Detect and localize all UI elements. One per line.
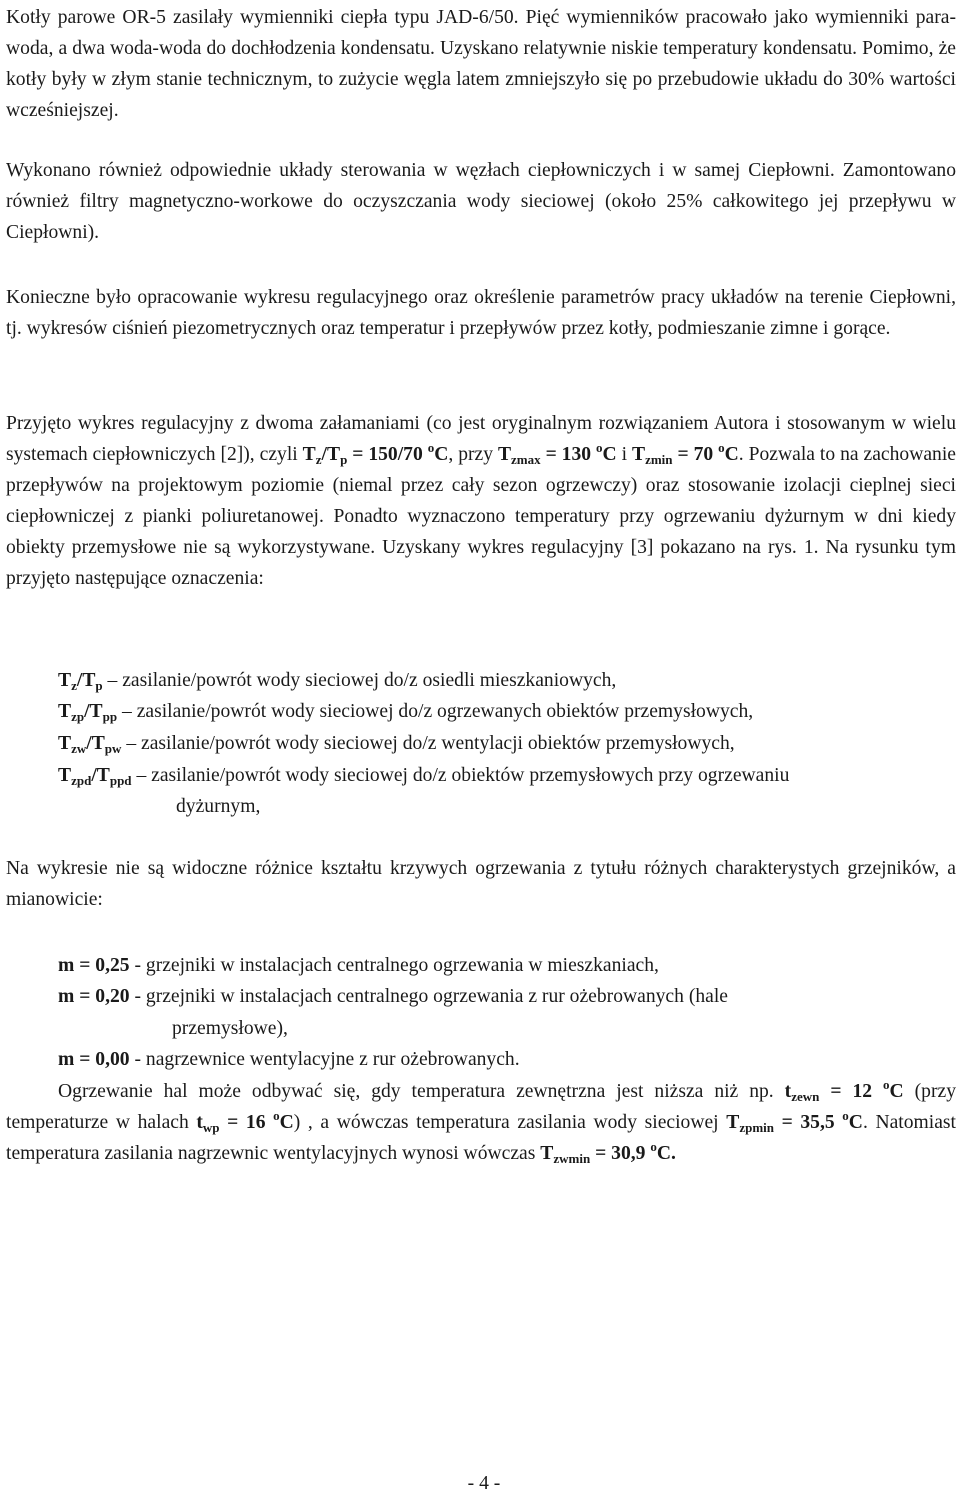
symbol: T — [632, 444, 646, 465]
symbol: T — [302, 444, 316, 465]
paragraph-hall-heating — [6, 1076, 956, 1169]
dash: – — [107, 670, 118, 691]
subscript: zmin — [645, 452, 673, 467]
text-run: Ogrzewanie hal może odbywać się, gdy temperatura zewnętrzna jest niższa niż np. — [58, 1081, 785, 1102]
subscript: zmax — [511, 452, 541, 467]
notation-item: $T_z/T_p$ – zasilanie/powrót wody sieciowej do/z osiedli mieszkaniowych, — [58, 670, 617, 693]
unit: C — [434, 444, 449, 465]
symbol: T — [58, 701, 72, 722]
m-value: m = 0,20 — [58, 986, 130, 1007]
m-text: - nagrzewnice wentylacyjne z rur ożebrowanych. — [129, 1049, 520, 1070]
unit: C — [889, 1081, 904, 1102]
subscript: zw — [71, 741, 87, 756]
m-list-item — [58, 950, 958, 981]
symbol: T — [82, 670, 96, 691]
value: = 150/70 — [347, 444, 428, 465]
subscript: pw — [104, 741, 122, 756]
symbol: t — [196, 1112, 203, 1133]
text-run: (przy temperaturze w halach — [6, 1081, 956, 1133]
m-text: - grzejniki w instalacjach centralnego ogrzewania w mieszkaniach, — [129, 955, 659, 976]
paragraph-regulation-curve — [6, 408, 956, 594]
subscript: p — [340, 452, 348, 467]
symbol: T — [58, 670, 72, 691]
unit: C — [602, 444, 617, 465]
notation-text: dyżurnym, — [176, 796, 261, 817]
subscript: zpmin — [739, 1120, 774, 1135]
symbol: T — [326, 444, 341, 465]
unit: C — [279, 1112, 294, 1133]
subscript: zpd — [71, 773, 92, 788]
symbol: T — [96, 765, 110, 786]
value: = 130 — [540, 444, 592, 465]
value: = 30,9 — [590, 1143, 651, 1164]
unit: C — [848, 1112, 863, 1133]
text-run: . Natomiast temperatura zasilania nagrzewnic wentylacyjnych wynosi wówczas — [6, 1112, 956, 1164]
dash: – — [126, 733, 137, 754]
symbol: t — [784, 1081, 792, 1102]
notation-item: $T_{zw}/T_{pw}$ – zasilanie/powrót wody sieciowej do/z wentylacji obiektów przemysłowych, — [58, 733, 735, 756]
subscript: zp — [71, 709, 85, 724]
unit: C — [656, 1143, 671, 1164]
m-text: przemysłowe), — [172, 1018, 288, 1039]
text-run: Przyjęto wykres regulacyjny z dwoma załamaniami (co jest oryginalnym rozwiązaniem Autora i stosowanym w wielu systemach ciepłowniczych [2]), czyli — [6, 413, 956, 465]
dash: – — [121, 701, 132, 722]
value: = 35,5 — [773, 1112, 843, 1133]
degree-sign: o — [650, 1139, 657, 1154]
page-number: - 4 - — [467, 1473, 501, 1494]
dash: – — [136, 765, 147, 786]
value: = 70 — [672, 444, 719, 465]
subscript: wp — [202, 1120, 220, 1135]
value: = 12 — [819, 1081, 873, 1102]
notation-text: zasilanie/powrót wody sieciowej do/z wentylacji obiektów przemysłowych, — [141, 733, 735, 754]
symbol: T — [497, 444, 512, 465]
symbol: T — [726, 1112, 740, 1133]
text-run: . Pozwala to na zachowanie przepływów na projektowym poziomie (niemal przez cały sezon ogrzewczy) oraz stosowanie izolacji cieplnej sieci ciepłowniczej z pianki poliuretanowej. Ponadto wyznaczono temperatury przy ogrzewaniu dyżurnym w dni kiedy obiekty przemysłowe nie są wykorzystywane. Uzyskany wykres regulacyjny [3] pokazano na rys. 1. Na rysunku tym przyjęto następujące oznaczenia: — [6, 444, 956, 589]
subscript: pp — [102, 709, 118, 724]
subscript: ppd — [109, 773, 132, 788]
degree-sign: o — [883, 1077, 890, 1092]
subscript: z — [315, 452, 322, 467]
notation-text: zasilanie/powrót wody sieciowej do/z ogrzewanych obiektów przemysłowych, — [136, 701, 754, 722]
text-run: , przy — [448, 444, 498, 465]
punctuation: . — [671, 1143, 676, 1164]
degree-sign: o — [273, 1108, 280, 1123]
symbol: T — [58, 733, 72, 754]
m-list-item — [58, 1044, 958, 1075]
unit: C — [724, 444, 739, 465]
value: = 16 — [219, 1112, 274, 1133]
degree-sign: o — [427, 440, 435, 455]
text-run: ) , a wówczas temperatura zasilania wody sieciowej — [293, 1112, 727, 1133]
subscript: zwmin — [553, 1151, 591, 1166]
symbol: T — [89, 701, 103, 722]
symbol: T — [91, 733, 105, 754]
degree-sign: o — [718, 440, 725, 455]
degree-sign: o — [842, 1108, 849, 1123]
subscript: z — [71, 678, 77, 693]
m-text: - grzejniki w instalacjach centralnego ogrzewania z rur ożebrowanych (hale — [129, 986, 728, 1007]
symbol: T — [540, 1143, 554, 1164]
symbol: T — [58, 765, 72, 786]
symbol: / — [321, 444, 327, 465]
m-value: m = 0,25 — [58, 955, 130, 976]
subscript: p — [95, 678, 103, 693]
paragraph-regulation-chart: Konieczne było opracowanie wykresu regulacyjnego oraz określenie parametrów pracy układów na terenie Ciepłowni, tj. wykresów ciśnień piezometrycznych oraz temperatur i przepływów przez kotły, podmieszanie zimne i gorące. — [6, 287, 956, 339]
notation-item: $T_{zpd}/T_{ppd}$ – zasilanie/powrót wody sieciowej do/z obiektów przemysłowych przy ogrzewaniu — [58, 765, 790, 788]
subscript: zewn — [791, 1089, 820, 1104]
m-value: m = 0,00 — [58, 1049, 130, 1070]
notation-text: zasilanie/powrót wody sieciowej do/z osiedli mieszkaniowych, — [122, 670, 617, 691]
notation-item: $T_{zp}/T_{pp}$ – zasilanie/powrót wody sieciowej do/z ogrzewanych obiektów przemysłowych, — [58, 701, 754, 724]
notation-text: zasilanie/powrót wody sieciowej do/z obiektów przemysłowych przy ogrzewaniu — [151, 765, 790, 786]
paragraph-curve-differences: Na wykresie nie są widoczne różnice kształtu krzywych ogrzewania z tytułu różnych charakterystych grzejników, a mianowicie: — [6, 858, 956, 910]
paragraph-boilers: Kotły parowe OR-5 zasilały wymienniki ciepła typu JAD-6/50. Pięć wymienników pracowało jako wymienniki para-woda, a dwa woda-woda do dochłodzenia kondensatu. Uzyskano relatywnie niskie temperatury kondensatu. Pomimo, że kotły były w złym stanie technicznym, to zużycie węgla latem zmniejszyło się po przebudowie układu do 30% wartości wcześniejszej. — [6, 7, 956, 121]
m-list-item — [58, 981, 958, 1012]
text-run: i — [616, 444, 632, 465]
paragraph-control-systems: Wykonano również odpowiednie układy sterowania w węzłach ciepłowniczych i w samej Ciepłowni. Zamontowano również filtry magnetyczno-workowe do oczyszczania wody sieciowej (około 25% całkowitego jej przepływu w Ciepłowni). — [6, 160, 956, 243]
degree-sign: o — [596, 440, 603, 455]
